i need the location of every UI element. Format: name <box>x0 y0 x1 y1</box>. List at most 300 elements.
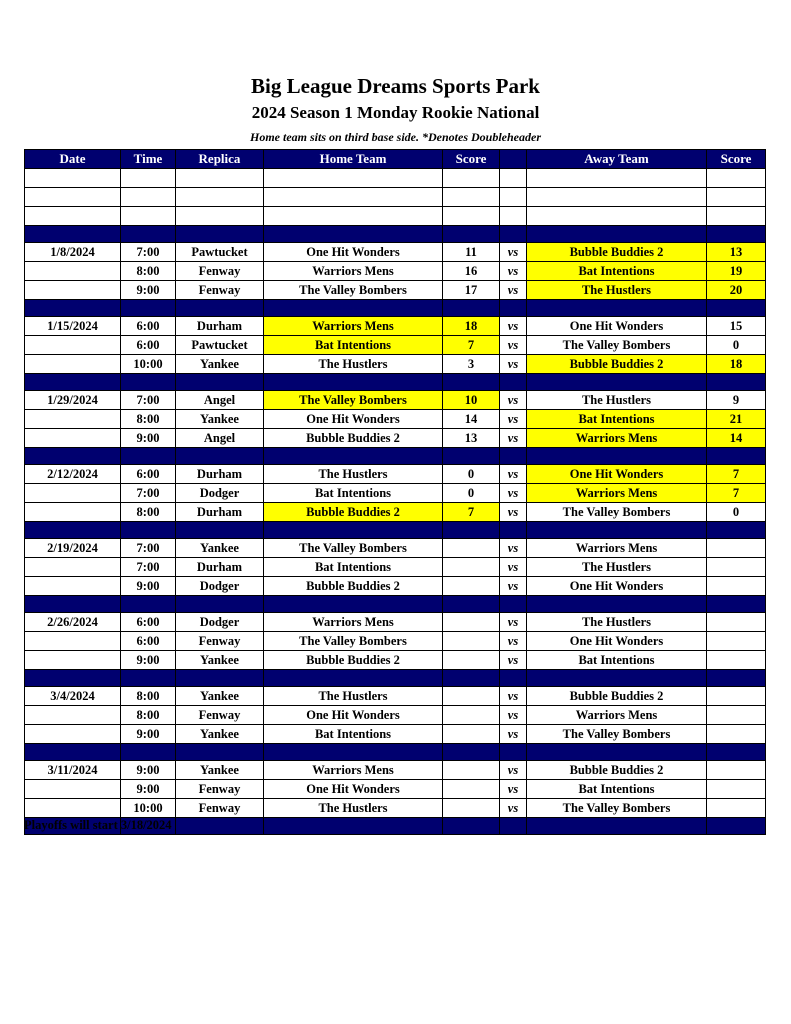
away-team-cell: The Valley Bombers <box>527 503 707 522</box>
date-cell: 1/8/2024 <box>25 243 121 262</box>
away-team-cell: The Valley Bombers <box>527 799 707 818</box>
vs-cell: vs <box>500 558 527 577</box>
separator-cell <box>121 522 176 539</box>
game-row <box>25 484 766 503</box>
replica-cell: Yankee <box>176 539 264 558</box>
date-cell <box>25 780 121 799</box>
home-score-cell <box>443 577 500 596</box>
separator-cell <box>707 374 766 391</box>
separator-cell <box>443 226 500 243</box>
separator-cell <box>500 818 527 835</box>
separator-cell <box>264 596 443 613</box>
date-cell <box>25 484 121 503</box>
away-team-cell: Bat Intentions <box>527 651 707 670</box>
time-cell: 8:00 <box>121 503 176 522</box>
time-cell: 10:00 <box>121 355 176 374</box>
separator-cell <box>25 448 121 465</box>
away-score-cell <box>707 632 766 651</box>
replica-cell: Fenway <box>176 799 264 818</box>
time-cell: 8:00 <box>121 410 176 429</box>
week-separator-row <box>25 448 766 465</box>
time-cell: 7:00 <box>121 391 176 410</box>
separator-cell <box>264 300 443 317</box>
blank-row <box>25 207 766 226</box>
separator-cell <box>707 226 766 243</box>
game-row <box>25 632 766 651</box>
replica-cell: Dodger <box>176 613 264 632</box>
separator-cell <box>121 374 176 391</box>
separator-cell <box>443 670 500 687</box>
time-cell: 9:00 <box>121 429 176 448</box>
time-cell: 9:00 <box>121 651 176 670</box>
home-team-cell: Bubble Buddies 2 <box>264 503 443 522</box>
week-separator-row <box>25 226 766 243</box>
game-row <box>25 687 766 706</box>
separator-cell <box>121 744 176 761</box>
time-cell: 9:00 <box>121 761 176 780</box>
home-score-cell: 7 <box>443 336 500 355</box>
vs-cell: vs <box>500 262 527 281</box>
away-team-cell: One Hit Wonders <box>527 317 707 336</box>
home-team-cell: The Hustlers <box>264 687 443 706</box>
replica-cell: Yankee <box>176 687 264 706</box>
separator-cell <box>121 226 176 243</box>
game-row <box>25 317 766 336</box>
separator-cell <box>443 300 500 317</box>
away-team-cell: Bat Intentions <box>527 262 707 281</box>
vs-cell: vs <box>500 317 527 336</box>
separator-cell <box>176 374 264 391</box>
home-team-cell: Bat Intentions <box>264 725 443 744</box>
home-score-cell: 16 <box>443 262 500 281</box>
away-score-cell: 14 <box>707 429 766 448</box>
date-cell <box>25 799 121 818</box>
vs-cell: vs <box>500 706 527 725</box>
home-score-cell <box>443 799 500 818</box>
separator-cell <box>25 744 121 761</box>
game-row <box>25 706 766 725</box>
separator-cell <box>527 596 707 613</box>
separator-cell <box>264 448 443 465</box>
col-header-date: Date <box>25 150 121 169</box>
away-score-cell <box>707 613 766 632</box>
away-score-cell <box>707 725 766 744</box>
time-cell: 9:00 <box>121 780 176 799</box>
col-header-vs <box>500 150 527 169</box>
week-separator-row <box>25 670 766 687</box>
home-team-cell: The Hustlers <box>264 465 443 484</box>
home-team-cell: One Hit Wonders <box>264 410 443 429</box>
home-score-cell <box>443 651 500 670</box>
separator-cell <box>264 818 443 835</box>
col-header-away-team: Away Team <box>527 150 707 169</box>
separator-cell <box>500 522 527 539</box>
separator-cell <box>25 226 121 243</box>
away-score-cell <box>707 651 766 670</box>
home-team-cell: One Hit Wonders <box>264 706 443 725</box>
replica-cell: Yankee <box>176 761 264 780</box>
time-cell: 10:00 <box>121 799 176 818</box>
time-cell: 7:00 <box>121 558 176 577</box>
separator-cell <box>527 818 707 835</box>
separator-cell <box>25 596 121 613</box>
date-cell: 2/12/2024 <box>25 465 121 484</box>
separator-cell <box>176 818 264 835</box>
separator-cell <box>707 670 766 687</box>
vs-cell: vs <box>500 613 527 632</box>
separator-cell <box>264 226 443 243</box>
playoffs-note: Playoffs will start 3/18/2024 <box>24 818 172 832</box>
game-row <box>25 429 766 448</box>
vs-cell: vs <box>500 632 527 651</box>
home-score-cell: 17 <box>443 281 500 300</box>
vs-cell: vs <box>500 391 527 410</box>
separator-cell <box>121 300 176 317</box>
away-team-cell: The Hustlers <box>527 391 707 410</box>
away-team-cell: Warriors Mens <box>527 484 707 503</box>
home-score-cell <box>443 632 500 651</box>
week-separator-row <box>25 374 766 391</box>
home-score-cell <box>443 761 500 780</box>
separator-cell <box>176 744 264 761</box>
replica-cell: Fenway <box>176 262 264 281</box>
col-header-home-score: Score <box>443 150 500 169</box>
away-team-cell: Warriors Mens <box>527 429 707 448</box>
game-row <box>25 410 766 429</box>
game-row <box>25 336 766 355</box>
separator-cell <box>527 300 707 317</box>
date-cell <box>25 429 121 448</box>
replica-cell: Durham <box>176 503 264 522</box>
separator-cell <box>500 744 527 761</box>
time-cell: 6:00 <box>121 613 176 632</box>
date-cell <box>25 577 121 596</box>
separator-cell <box>707 818 766 835</box>
date-cell: 1/29/2024 <box>25 391 121 410</box>
col-header-time: Time <box>121 150 176 169</box>
home-score-cell <box>443 687 500 706</box>
away-team-cell: The Valley Bombers <box>527 336 707 355</box>
vs-cell: vs <box>500 355 527 374</box>
game-row <box>25 577 766 596</box>
home-team-cell: Bubble Buddies 2 <box>264 429 443 448</box>
date-cell <box>25 558 121 577</box>
away-score-cell: 0 <box>707 336 766 355</box>
week-separator-row <box>25 596 766 613</box>
game-row <box>25 465 766 484</box>
col-header-away-score: Score <box>707 150 766 169</box>
home-team-cell: The Valley Bombers <box>264 391 443 410</box>
home-team-cell: The Hustlers <box>264 355 443 374</box>
home-team-cell: Bubble Buddies 2 <box>264 651 443 670</box>
replica-cell: Angel <box>176 391 264 410</box>
time-cell: 9:00 <box>121 577 176 596</box>
home-score-cell: 13 <box>443 429 500 448</box>
away-score-cell: 21 <box>707 410 766 429</box>
away-team-cell: Warriors Mens <box>527 706 707 725</box>
replica-cell: Yankee <box>176 725 264 744</box>
time-cell: 8:00 <box>121 706 176 725</box>
separator-cell <box>527 226 707 243</box>
separator-cell <box>707 448 766 465</box>
vs-cell: vs <box>500 687 527 706</box>
time-cell: 7:00 <box>121 539 176 558</box>
separator-cell <box>176 448 264 465</box>
separator-cell <box>527 448 707 465</box>
separator-cell <box>25 670 121 687</box>
time-cell: 9:00 <box>121 725 176 744</box>
away-score-cell: 0 <box>707 503 766 522</box>
date-cell <box>25 503 121 522</box>
replica-cell: Fenway <box>176 632 264 651</box>
home-score-cell: 7 <box>443 503 500 522</box>
home-score-cell: 0 <box>443 465 500 484</box>
separator-cell <box>443 448 500 465</box>
separator-cell <box>443 374 500 391</box>
vs-cell: vs <box>500 761 527 780</box>
time-cell: 6:00 <box>121 317 176 336</box>
away-score-cell <box>707 706 766 725</box>
home-score-cell <box>443 613 500 632</box>
home-score-cell: 10 <box>443 391 500 410</box>
separator-cell <box>176 596 264 613</box>
game-row <box>25 761 766 780</box>
separator-cell <box>25 522 121 539</box>
schedule-table <box>24 149 766 835</box>
away-team-cell: The Valley Bombers <box>527 725 707 744</box>
date-cell <box>25 410 121 429</box>
game-row <box>25 780 766 799</box>
away-score-cell <box>707 558 766 577</box>
separator-cell <box>264 374 443 391</box>
replica-cell: Fenway <box>176 706 264 725</box>
home-team-cell: The Valley Bombers <box>264 632 443 651</box>
replica-cell: Yankee <box>176 355 264 374</box>
season-subtitle: 2024 Season 1 Monday Rookie National <box>251 103 540 122</box>
separator-cell <box>707 522 766 539</box>
replica-cell: Fenway <box>176 281 264 300</box>
time-cell: 8:00 <box>121 687 176 706</box>
separator-cell <box>25 300 121 317</box>
home-team-cell: Warriors Mens <box>264 761 443 780</box>
home-team-cell: The Hustlers <box>264 799 443 818</box>
vs-cell: vs <box>500 725 527 744</box>
away-team-cell: Bat Intentions <box>527 780 707 799</box>
time-cell: 6:00 <box>121 465 176 484</box>
away-score-cell <box>707 577 766 596</box>
home-score-cell: 14 <box>443 410 500 429</box>
away-score-cell <box>707 539 766 558</box>
separator-cell <box>500 670 527 687</box>
home-score-cell <box>443 558 500 577</box>
time-cell: 9:00 <box>121 281 176 300</box>
away-team-cell: The Hustlers <box>527 613 707 632</box>
home-score-cell <box>443 539 500 558</box>
separator-cell <box>527 374 707 391</box>
separator-cell <box>527 744 707 761</box>
home-team-cell: The Valley Bombers <box>264 281 443 300</box>
separator-cell <box>25 374 121 391</box>
home-team-cell: One Hit Wonders <box>264 780 443 799</box>
away-score-cell <box>707 799 766 818</box>
separator-cell <box>121 448 176 465</box>
replica-cell: Pawtucket <box>176 336 264 355</box>
replica-cell: Angel <box>176 429 264 448</box>
away-score-cell: 7 <box>707 465 766 484</box>
blank-row <box>25 188 766 207</box>
home-team-cell: Bat Intentions <box>264 558 443 577</box>
home-team-cell: The Valley Bombers <box>264 539 443 558</box>
date-cell: 2/26/2024 <box>25 613 121 632</box>
away-team-cell: One Hit Wonders <box>527 632 707 651</box>
vs-cell: vs <box>500 336 527 355</box>
game-row <box>25 651 766 670</box>
replica-cell: Pawtucket <box>176 243 264 262</box>
vs-cell: vs <box>500 503 527 522</box>
separator-cell <box>500 300 527 317</box>
time-cell: 8:00 <box>121 262 176 281</box>
away-score-cell <box>707 761 766 780</box>
away-team-cell: Bubble Buddies 2 <box>527 243 707 262</box>
game-row <box>25 391 766 410</box>
game-row <box>25 558 766 577</box>
away-score-cell: 9 <box>707 391 766 410</box>
week-separator-row <box>25 522 766 539</box>
away-team-cell: Warriors Mens <box>527 539 707 558</box>
separator-cell <box>500 448 527 465</box>
date-cell <box>25 336 121 355</box>
replica-cell: Yankee <box>176 651 264 670</box>
away-team-cell: The Hustlers <box>527 558 707 577</box>
game-row <box>25 539 766 558</box>
away-score-cell <box>707 687 766 706</box>
date-cell: 3/4/2024 <box>25 687 121 706</box>
date-cell <box>25 262 121 281</box>
home-team-cell: One Hit Wonders <box>264 243 443 262</box>
home-team-cell: Warriors Mens <box>264 262 443 281</box>
separator-cell <box>443 744 500 761</box>
vs-cell: vs <box>500 243 527 262</box>
date-cell: 1/15/2024 <box>25 317 121 336</box>
game-row <box>25 503 766 522</box>
separator-cell <box>264 670 443 687</box>
away-score-cell: 13 <box>707 243 766 262</box>
replica-cell: Durham <box>176 317 264 336</box>
vs-cell: vs <box>500 429 527 448</box>
col-header-replica: Replica <box>176 150 264 169</box>
separator-cell <box>707 300 766 317</box>
time-cell: 7:00 <box>121 243 176 262</box>
home-score-cell: 0 <box>443 484 500 503</box>
vs-cell: vs <box>500 281 527 300</box>
date-cell <box>25 706 121 725</box>
game-row <box>25 243 766 262</box>
home-team-cell: Bat Intentions <box>264 484 443 503</box>
separator-cell <box>176 670 264 687</box>
vs-cell: vs <box>500 465 527 484</box>
separator-cell <box>264 744 443 761</box>
away-score-cell: 15 <box>707 317 766 336</box>
home-score-cell: 11 <box>443 243 500 262</box>
home-score-cell: 3 <box>443 355 500 374</box>
away-team-cell: Bat Intentions <box>527 410 707 429</box>
separator-cell <box>121 670 176 687</box>
separator-cell <box>707 596 766 613</box>
time-cell: 6:00 <box>121 632 176 651</box>
home-score-cell <box>443 706 500 725</box>
away-score-cell: 18 <box>707 355 766 374</box>
col-header-home-team: Home Team <box>264 150 443 169</box>
separator-cell <box>500 374 527 391</box>
away-team-cell: Bubble Buddies 2 <box>527 355 707 374</box>
away-team-cell: Bubble Buddies 2 <box>527 687 707 706</box>
game-row <box>25 799 766 818</box>
week-separator-row <box>25 300 766 317</box>
separator-cell <box>443 522 500 539</box>
away-team-cell: The Hustlers <box>527 281 707 300</box>
separator-cell <box>443 818 500 835</box>
date-cell: 2/19/2024 <box>25 539 121 558</box>
home-team-cell: Warriors Mens <box>264 317 443 336</box>
vs-cell: vs <box>500 651 527 670</box>
separator-cell <box>500 596 527 613</box>
home-team-cell: Bubble Buddies 2 <box>264 577 443 596</box>
week-separator-row <box>25 744 766 761</box>
home-score-cell: 18 <box>443 317 500 336</box>
separator-cell <box>707 744 766 761</box>
date-cell <box>25 632 121 651</box>
replica-cell: Dodger <box>176 484 264 503</box>
header-note: Home team sits on third base side. *Denotes Doubleheader <box>250 130 541 144</box>
replica-cell: Fenway <box>176 780 264 799</box>
separator-cell <box>176 226 264 243</box>
game-row <box>25 262 766 281</box>
vs-cell: vs <box>500 410 527 429</box>
time-cell: 7:00 <box>121 484 176 503</box>
replica-cell: Dodger <box>176 577 264 596</box>
schedule-body <box>25 169 766 835</box>
vs-cell: vs <box>500 780 527 799</box>
separator-cell <box>176 300 264 317</box>
date-cell <box>25 725 121 744</box>
vs-cell: vs <box>500 484 527 503</box>
game-row <box>25 613 766 632</box>
blank-row <box>25 169 766 188</box>
vs-cell: vs <box>500 799 527 818</box>
table-header-row <box>25 150 766 169</box>
home-team-cell: Bat Intentions <box>264 336 443 355</box>
date-cell <box>25 651 121 670</box>
date-cell: 3/11/2024 <box>25 761 121 780</box>
home-score-cell <box>443 780 500 799</box>
away-score-cell <box>707 780 766 799</box>
home-score-cell <box>443 725 500 744</box>
separator-cell <box>443 596 500 613</box>
away-team-cell: One Hit Wonders <box>527 465 707 484</box>
vs-cell: vs <box>500 539 527 558</box>
vs-cell: vs <box>500 577 527 596</box>
replica-cell: Durham <box>176 465 264 484</box>
separator-cell <box>500 226 527 243</box>
date-cell <box>25 281 121 300</box>
separator-cell <box>121 596 176 613</box>
away-score-cell: 19 <box>707 262 766 281</box>
game-row <box>25 281 766 300</box>
away-score-cell: 7 <box>707 484 766 503</box>
replica-cell: Durham <box>176 558 264 577</box>
time-cell: 6:00 <box>121 336 176 355</box>
page-title: Big League Dreams Sports Park <box>251 74 540 98</box>
